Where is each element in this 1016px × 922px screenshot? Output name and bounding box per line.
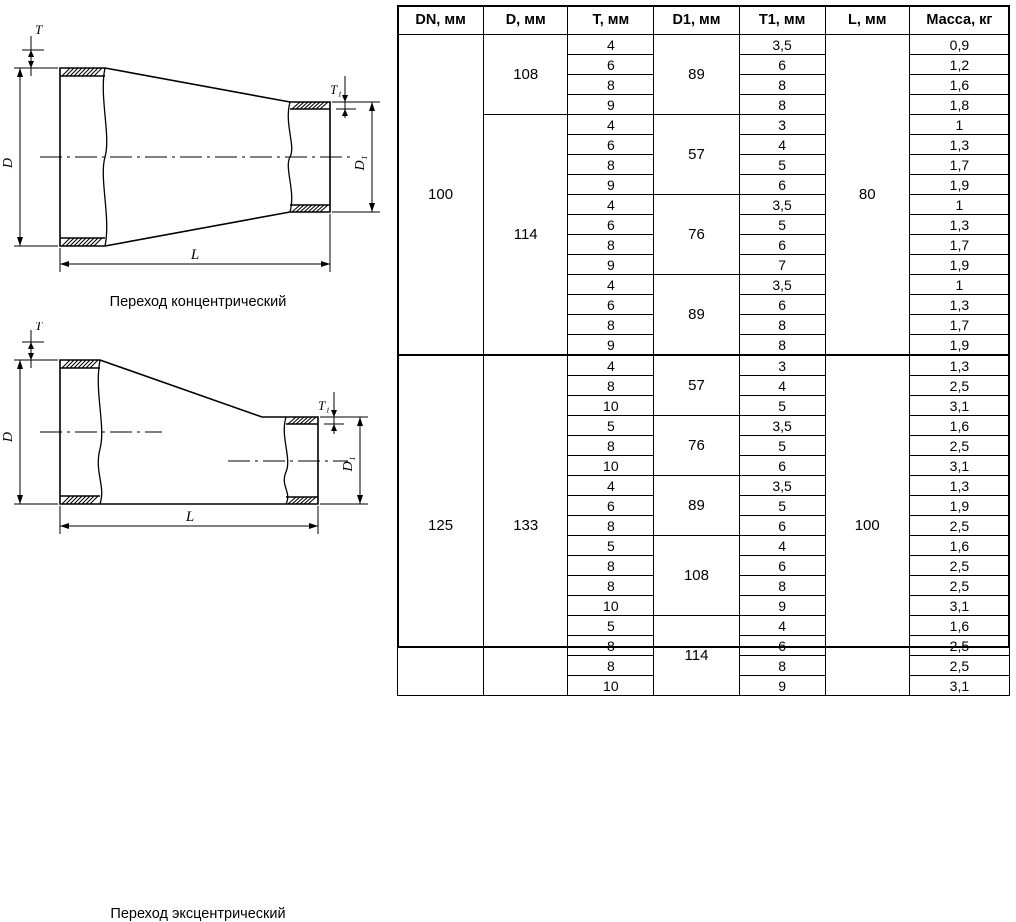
cell-t1: 3,5 bbox=[739, 476, 825, 496]
cell-mass: 1,3 bbox=[909, 215, 1009, 235]
cell-mass: 2,5 bbox=[909, 636, 1009, 656]
column-header-dn: DN, мм bbox=[398, 6, 484, 35]
cell-t: 9 bbox=[568, 175, 654, 195]
cell-mass: 1,3 bbox=[909, 476, 1009, 496]
cell-t: 8 bbox=[568, 556, 654, 576]
figure-2-caption: Переход эксцентрический bbox=[110, 906, 286, 922]
cell-t1: 8 bbox=[739, 576, 825, 596]
cell-t: 6 bbox=[568, 496, 654, 516]
cell-mass: 2,5 bbox=[909, 376, 1009, 396]
cell-t1: 3,5 bbox=[739, 416, 825, 436]
cell-t: 5 bbox=[568, 616, 654, 636]
specification-table bbox=[397, 5, 1010, 694]
column-header-mass: Масса, кг bbox=[909, 6, 1009, 35]
cell-t: 4 bbox=[568, 476, 654, 496]
cell-t: 5 bbox=[568, 416, 654, 436]
table-row bbox=[398, 115, 1010, 135]
cell-d1: 76 bbox=[654, 416, 739, 476]
cell-d: 114 bbox=[484, 115, 568, 356]
cell-t1: 6 bbox=[739, 516, 825, 536]
cell-t: 10 bbox=[568, 596, 654, 616]
cell-t1: 3 bbox=[739, 355, 825, 376]
svg-text:T: T bbox=[35, 322, 43, 333]
cell-mass: 1,7 bbox=[909, 155, 1009, 175]
cell-t1: 9 bbox=[739, 676, 825, 696]
column-header-t: T, мм bbox=[568, 6, 654, 35]
cell-t1: 5 bbox=[739, 155, 825, 175]
column-header-l: L, мм bbox=[825, 6, 909, 35]
figure-concentric-reducer bbox=[0, 6, 396, 316]
svg-text:D₁: D₁ bbox=[341, 456, 356, 472]
cell-mass: 2,5 bbox=[909, 516, 1009, 536]
cell-mass: 0,9 bbox=[909, 35, 1009, 55]
cell-mass: 1,9 bbox=[909, 335, 1009, 356]
cell-d: 108 bbox=[484, 35, 568, 115]
cell-t: 6 bbox=[568, 295, 654, 315]
cell-mass: 1,3 bbox=[909, 135, 1009, 155]
svg-text:L: L bbox=[185, 509, 195, 525]
cell-t: 9 bbox=[568, 255, 654, 275]
cell-t: 4 bbox=[568, 195, 654, 215]
cell-t: 10 bbox=[568, 456, 654, 476]
cell-t1: 8 bbox=[739, 656, 825, 676]
cell-d1: 57 bbox=[654, 115, 739, 195]
cell-t1: 6 bbox=[739, 55, 825, 75]
cell-d1: 89 bbox=[654, 476, 739, 536]
figure-eccentric-reducer bbox=[0, 322, 396, 922]
cell-t1: 4 bbox=[739, 376, 825, 396]
svg-text:T₁: T₁ bbox=[318, 398, 330, 413]
cell-d1: 114 bbox=[654, 616, 739, 696]
table-body bbox=[398, 35, 1010, 696]
svg-text:T: T bbox=[35, 22, 43, 37]
cell-t1: 4 bbox=[739, 135, 825, 155]
cell-t: 10 bbox=[568, 676, 654, 696]
cell-t: 8 bbox=[568, 436, 654, 456]
cell-t1: 6 bbox=[739, 456, 825, 476]
cell-t1: 6 bbox=[739, 556, 825, 576]
cell-t: 8 bbox=[568, 315, 654, 335]
cell-t1: 3,5 bbox=[739, 195, 825, 215]
cell-t1: 8 bbox=[739, 335, 825, 356]
cell-mass: 3,1 bbox=[909, 596, 1009, 616]
cell-t1: 3 bbox=[739, 115, 825, 135]
svg-text:L: L bbox=[190, 247, 200, 263]
table-row bbox=[398, 355, 1010, 376]
cell-t1: 3,5 bbox=[739, 35, 825, 55]
cell-t: 8 bbox=[568, 576, 654, 596]
cell-d1: 108 bbox=[654, 536, 739, 616]
cell-l: 100 bbox=[825, 355, 909, 696]
cell-dn: 100 bbox=[398, 35, 484, 356]
cell-dn: 125 bbox=[398, 355, 484, 696]
cell-mass: 1,7 bbox=[909, 235, 1009, 255]
cell-t1: 8 bbox=[739, 75, 825, 95]
column-header-d: D, мм bbox=[484, 6, 568, 35]
cell-t: 8 bbox=[568, 75, 654, 95]
cell-mass: 1 bbox=[909, 275, 1009, 295]
cell-d: 133 bbox=[484, 355, 568, 696]
cell-t: 9 bbox=[568, 335, 654, 356]
cell-t1: 7 bbox=[739, 255, 825, 275]
svg-text:D: D bbox=[1, 157, 16, 169]
cell-mass: 1,9 bbox=[909, 496, 1009, 516]
cell-t: 8 bbox=[568, 155, 654, 175]
cell-t1: 6 bbox=[739, 175, 825, 195]
cell-t: 6 bbox=[568, 215, 654, 235]
cell-d1: 57 bbox=[654, 355, 739, 416]
cell-t1: 8 bbox=[739, 315, 825, 335]
cell-t1: 6 bbox=[739, 235, 825, 255]
cell-t: 10 bbox=[568, 396, 654, 416]
cell-t1: 5 bbox=[739, 215, 825, 235]
cell-t: 4 bbox=[568, 115, 654, 135]
svg-text:D: D bbox=[1, 431, 16, 443]
drawings-panel bbox=[0, 0, 396, 922]
cell-mass: 1,2 bbox=[909, 55, 1009, 75]
cell-mass: 1 bbox=[909, 195, 1009, 215]
cell-l: 80 bbox=[825, 35, 909, 356]
cell-mass: 3,1 bbox=[909, 456, 1009, 476]
cell-mass: 1,6 bbox=[909, 536, 1009, 556]
cell-d1: 89 bbox=[654, 35, 739, 115]
cell-mass: 1,9 bbox=[909, 255, 1009, 275]
cell-t1: 8 bbox=[739, 95, 825, 115]
cell-mass: 1,6 bbox=[909, 616, 1009, 636]
cell-t1: 6 bbox=[739, 636, 825, 656]
cell-t1: 3,5 bbox=[739, 275, 825, 295]
cell-t: 9 bbox=[568, 95, 654, 115]
cell-t1: 9 bbox=[739, 596, 825, 616]
cell-mass: 1,3 bbox=[909, 295, 1009, 315]
cell-mass: 3,1 bbox=[909, 396, 1009, 416]
column-header-t1: T1, мм bbox=[739, 6, 825, 35]
cell-mass: 2,5 bbox=[909, 576, 1009, 596]
cell-mass: 1,3 bbox=[909, 355, 1009, 376]
cell-t: 6 bbox=[568, 135, 654, 155]
cell-t: 6 bbox=[568, 55, 654, 75]
cell-t: 8 bbox=[568, 636, 654, 656]
cell-mass: 1,7 bbox=[909, 315, 1009, 335]
cell-mass: 1,6 bbox=[909, 416, 1009, 436]
figure-1-caption: Переход концентрический bbox=[109, 294, 287, 310]
cell-t: 8 bbox=[568, 656, 654, 676]
cell-t1: 5 bbox=[739, 436, 825, 456]
cell-d1: 89 bbox=[654, 275, 739, 356]
svg-text:T₁: T₁ bbox=[330, 82, 342, 97]
cell-t1: 4 bbox=[739, 616, 825, 636]
cell-mass: 1,9 bbox=[909, 175, 1009, 195]
cell-d1: 76 bbox=[654, 195, 739, 275]
column-header-d1: D1, мм bbox=[654, 6, 739, 35]
cell-mass: 2,5 bbox=[909, 436, 1009, 456]
cell-t: 4 bbox=[568, 35, 654, 55]
cell-mass: 1,6 bbox=[909, 75, 1009, 95]
cell-t: 4 bbox=[568, 275, 654, 295]
svg-text:D₁: D₁ bbox=[353, 155, 368, 171]
cell-t1: 5 bbox=[739, 496, 825, 516]
cell-t1: 5 bbox=[739, 396, 825, 416]
cell-t: 8 bbox=[568, 376, 654, 396]
cell-t1: 4 bbox=[739, 536, 825, 556]
cell-mass: 1,8 bbox=[909, 95, 1009, 115]
cell-mass: 3,1 bbox=[909, 676, 1009, 696]
cell-t: 8 bbox=[568, 235, 654, 255]
table-header-row bbox=[398, 6, 1010, 35]
cell-t: 8 bbox=[568, 516, 654, 536]
cell-t: 4 bbox=[568, 355, 654, 376]
table-row bbox=[398, 35, 1010, 55]
cell-t1: 6 bbox=[739, 295, 825, 315]
cell-t: 5 bbox=[568, 536, 654, 556]
cell-mass: 1 bbox=[909, 115, 1009, 135]
cell-mass: 2,5 bbox=[909, 656, 1009, 676]
cell-mass: 2,5 bbox=[909, 556, 1009, 576]
